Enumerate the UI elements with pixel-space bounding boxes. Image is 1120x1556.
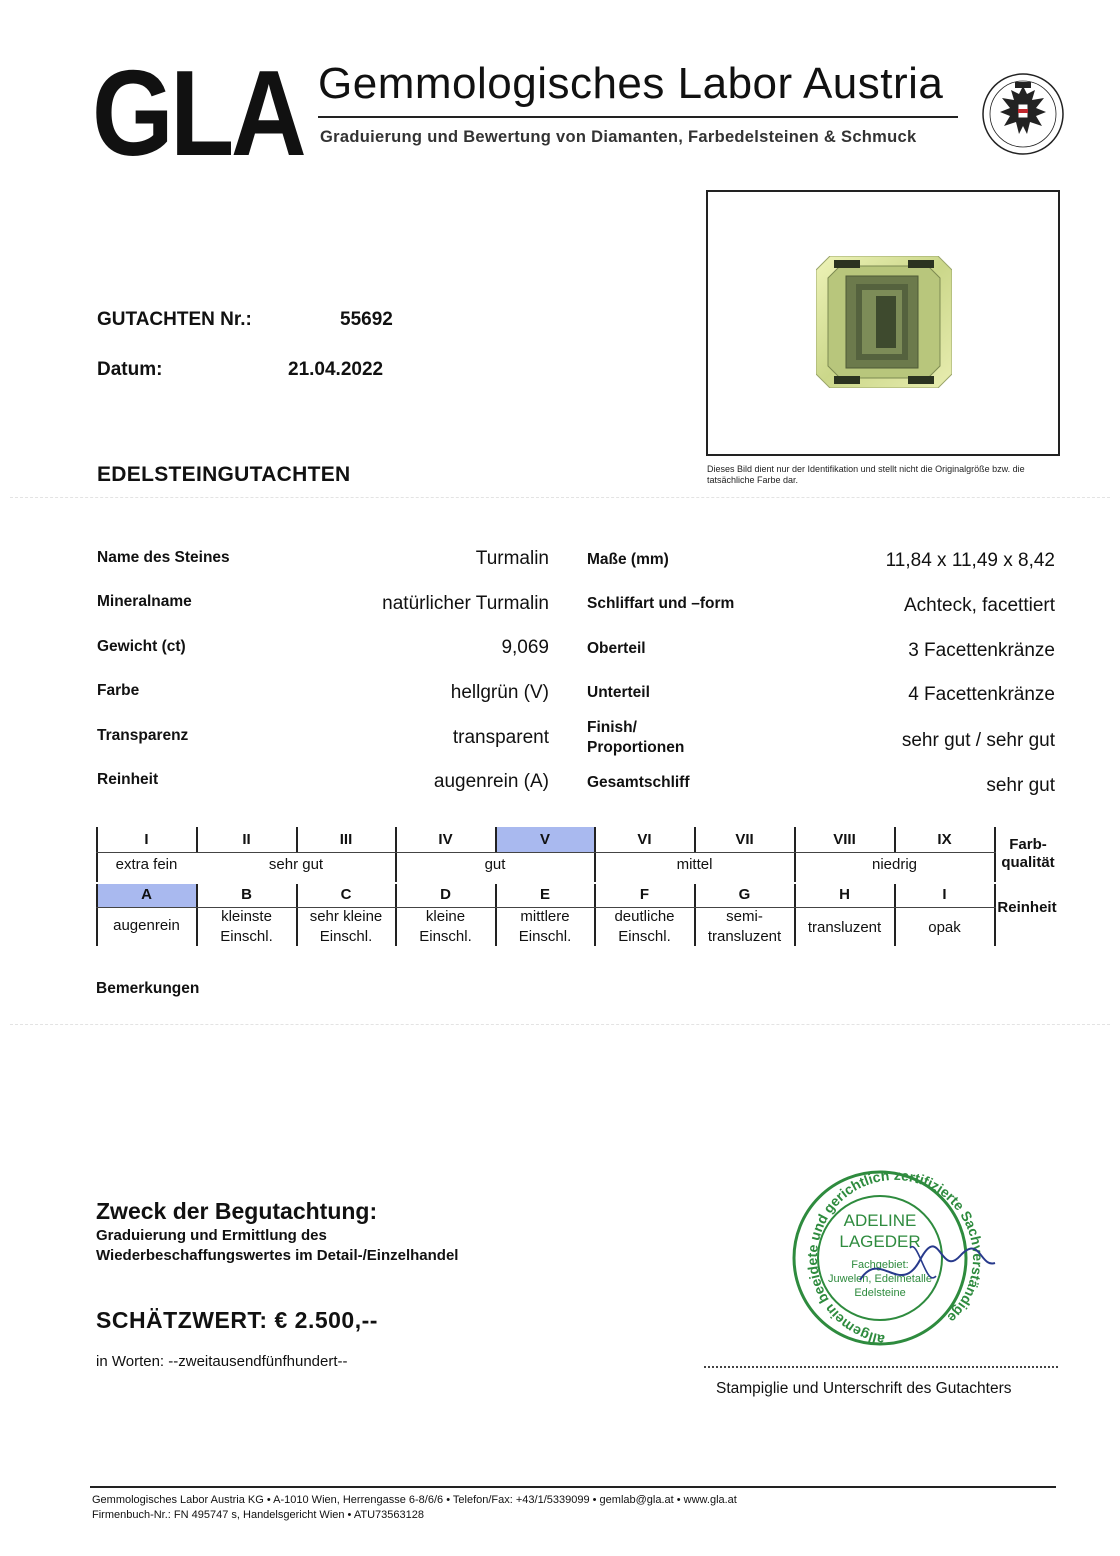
detail-value: 11,84 x 11,49 x 8,42 xyxy=(885,550,1055,571)
detail-value: sehr gut xyxy=(986,775,1055,796)
clarity-desc: deutliche xyxy=(614,908,675,925)
detail-value: Achteck, facettiert xyxy=(903,595,1055,616)
detail-value: 9,069 xyxy=(501,637,549,658)
stamp-name: LAGEDER xyxy=(839,1232,921,1251)
clarity-code: B xyxy=(241,886,252,903)
lab-name: Gemmologisches Labor Austria xyxy=(318,59,944,108)
detail-label: Farbe xyxy=(97,682,140,699)
detail-value: augenrein (A) xyxy=(433,771,549,792)
stamp-field: Juwelen, Edelmetalle xyxy=(828,1273,932,1285)
detail-label: Gesamtschliff xyxy=(587,774,690,791)
gem-photo-frame xyxy=(706,190,1060,456)
signature-line xyxy=(704,1366,1058,1368)
clarity-desc: Einschl. xyxy=(220,928,273,945)
valuation-words: in Worten: --zweitausendfünfhundert-- xyxy=(96,1353,348,1370)
document-title: EDELSTEINGUTACHTEN xyxy=(97,463,351,486)
clarity-code: C xyxy=(340,886,352,903)
detail-label: Mineralname xyxy=(97,593,192,610)
signature-caption: Stampiglie und Unterschrift des Gutachters xyxy=(716,1380,1012,1397)
scan-artifact xyxy=(10,1024,1110,1025)
stamp-field: Edelsteine xyxy=(854,1287,906,1299)
stamp-ring-text: allgemein beeidete und gerichtlich zertifizierte Sachverständige xyxy=(803,1168,987,1349)
lab-subtitle: Graduierung und Bewertung von Diamanten, Farbedelsteinen & Schmuck xyxy=(320,128,917,146)
clarity-desc: augenrein xyxy=(113,917,180,934)
detail-label: Reinheit xyxy=(97,771,159,788)
color-code: II xyxy=(242,831,251,848)
color-code: IX xyxy=(937,831,952,848)
color-group: mittel xyxy=(676,856,713,873)
austrian-eagle-seal-icon xyxy=(980,68,1066,160)
date-label: Datum: xyxy=(97,359,163,380)
color-quality-title: Farb- xyxy=(1009,836,1047,853)
clarity-code: I xyxy=(942,886,947,903)
clarity-code: E xyxy=(539,886,550,903)
valuation-amount: SCHÄTZWERT: € 2.500,-- xyxy=(96,1307,378,1333)
clarity-desc: Einschl. xyxy=(319,928,373,945)
certificate-number-label: GUTACHTEN Nr.: xyxy=(97,309,252,330)
clarity-desc: transluzent xyxy=(707,928,782,945)
clarity-desc: sehr kleine xyxy=(309,908,383,925)
color-code-selected: V xyxy=(539,831,550,848)
color-code: IV xyxy=(438,831,453,848)
header-divider xyxy=(318,116,958,118)
detail-value: hellgrün (V) xyxy=(450,682,549,703)
color-group: sehr gut xyxy=(268,856,324,873)
date-value: 21.04.2022 xyxy=(288,359,384,380)
color-group: gut xyxy=(484,856,506,873)
logo: GLA xyxy=(92,45,304,181)
detail-label: Gewicht (ct) xyxy=(97,638,186,655)
detail-value: Turmalin xyxy=(475,548,549,569)
detail-label: Name des Steines xyxy=(97,549,230,566)
clarity-code: F xyxy=(639,886,650,903)
detail-value: transparent xyxy=(452,727,549,748)
clarity-desc: Einschl. xyxy=(518,928,572,945)
clarity-code: D xyxy=(440,886,451,903)
clarity-title: Reinheit xyxy=(997,899,1057,916)
color-code: VIII xyxy=(833,831,856,848)
clarity-code: H xyxy=(839,886,850,903)
detail-label: Maße (mm) xyxy=(587,551,669,568)
clarity-desc: Einschl. xyxy=(618,928,671,945)
certificate-number: 55692 xyxy=(340,309,393,330)
purpose-line: Wiederbeschaffungswertes im Detail-/Einzelhandel xyxy=(96,1247,459,1264)
photo-disclaimer: Dieses Bild dient nur der Identifikation und stellt nicht die Originalgröße bzw. die tatsächliche Farbe dar. xyxy=(707,464,1025,485)
detail-label: Transparenz xyxy=(97,727,189,744)
clarity-desc: kleine xyxy=(425,908,466,925)
stamp-field: Fachgebiet: xyxy=(851,1259,909,1271)
color-code: III xyxy=(339,831,353,848)
detail-label: Schliffart und –form xyxy=(587,595,735,612)
clarity-desc: semi- xyxy=(726,908,763,925)
remarks-label: Bemerkungen xyxy=(96,980,200,997)
purpose-text xyxy=(96,1226,576,1266)
detail-value: natürlicher Turmalin xyxy=(382,593,549,614)
expert-stamp xyxy=(790,1168,1000,1352)
clarity-desc: kleinste xyxy=(221,908,272,925)
scan-artifact xyxy=(10,497,1110,498)
gemstone-image xyxy=(816,256,952,388)
purpose-line: Graduierung und Ermittlung des xyxy=(96,1227,327,1244)
clarity-code-selected: A xyxy=(141,886,152,903)
clarity-desc: transluzent xyxy=(807,919,882,936)
clarity-desc: opak xyxy=(928,919,961,936)
detail-label: Unterteil xyxy=(587,684,650,701)
detail-value: sehr gut / sehr gut xyxy=(901,730,1055,751)
color-code: VII xyxy=(735,831,754,848)
color-code: VI xyxy=(637,831,652,848)
detail-value: 4 Facettenkränze xyxy=(908,684,1055,705)
clarity-code: G xyxy=(738,886,751,903)
color-code: I xyxy=(144,831,149,848)
stamp-name: ADELINE xyxy=(843,1211,917,1230)
color-quality-title: qualität xyxy=(1001,854,1055,871)
color-group: extra fein xyxy=(115,856,178,873)
color-group: niedrig xyxy=(871,856,918,873)
clarity-desc: Einschl. xyxy=(419,928,472,945)
footer-line: Firmenbuch-Nr.: FN 495747 s, Handelsgericht Wien • ATU73563128 xyxy=(92,1509,424,1521)
purpose-title: Zweck der Begutachtung: xyxy=(96,1198,378,1224)
detail-label: Finish/ xyxy=(587,719,637,736)
footer-line: Gemmologisches Labor Austria KG • A-1010 Wien, Herrengasse 6-8/6/6 • Telefon/Fax: +43/1/5339099 • gemlab@gla.at • www.gla.at xyxy=(92,1494,737,1506)
detail-label: Oberteil xyxy=(587,640,646,657)
detail-label: Proportionen xyxy=(587,739,685,756)
clarity-desc: mittlere xyxy=(520,908,570,925)
detail-value: 3 Facettenkränze xyxy=(908,640,1055,661)
footer-divider xyxy=(90,1486,1056,1488)
